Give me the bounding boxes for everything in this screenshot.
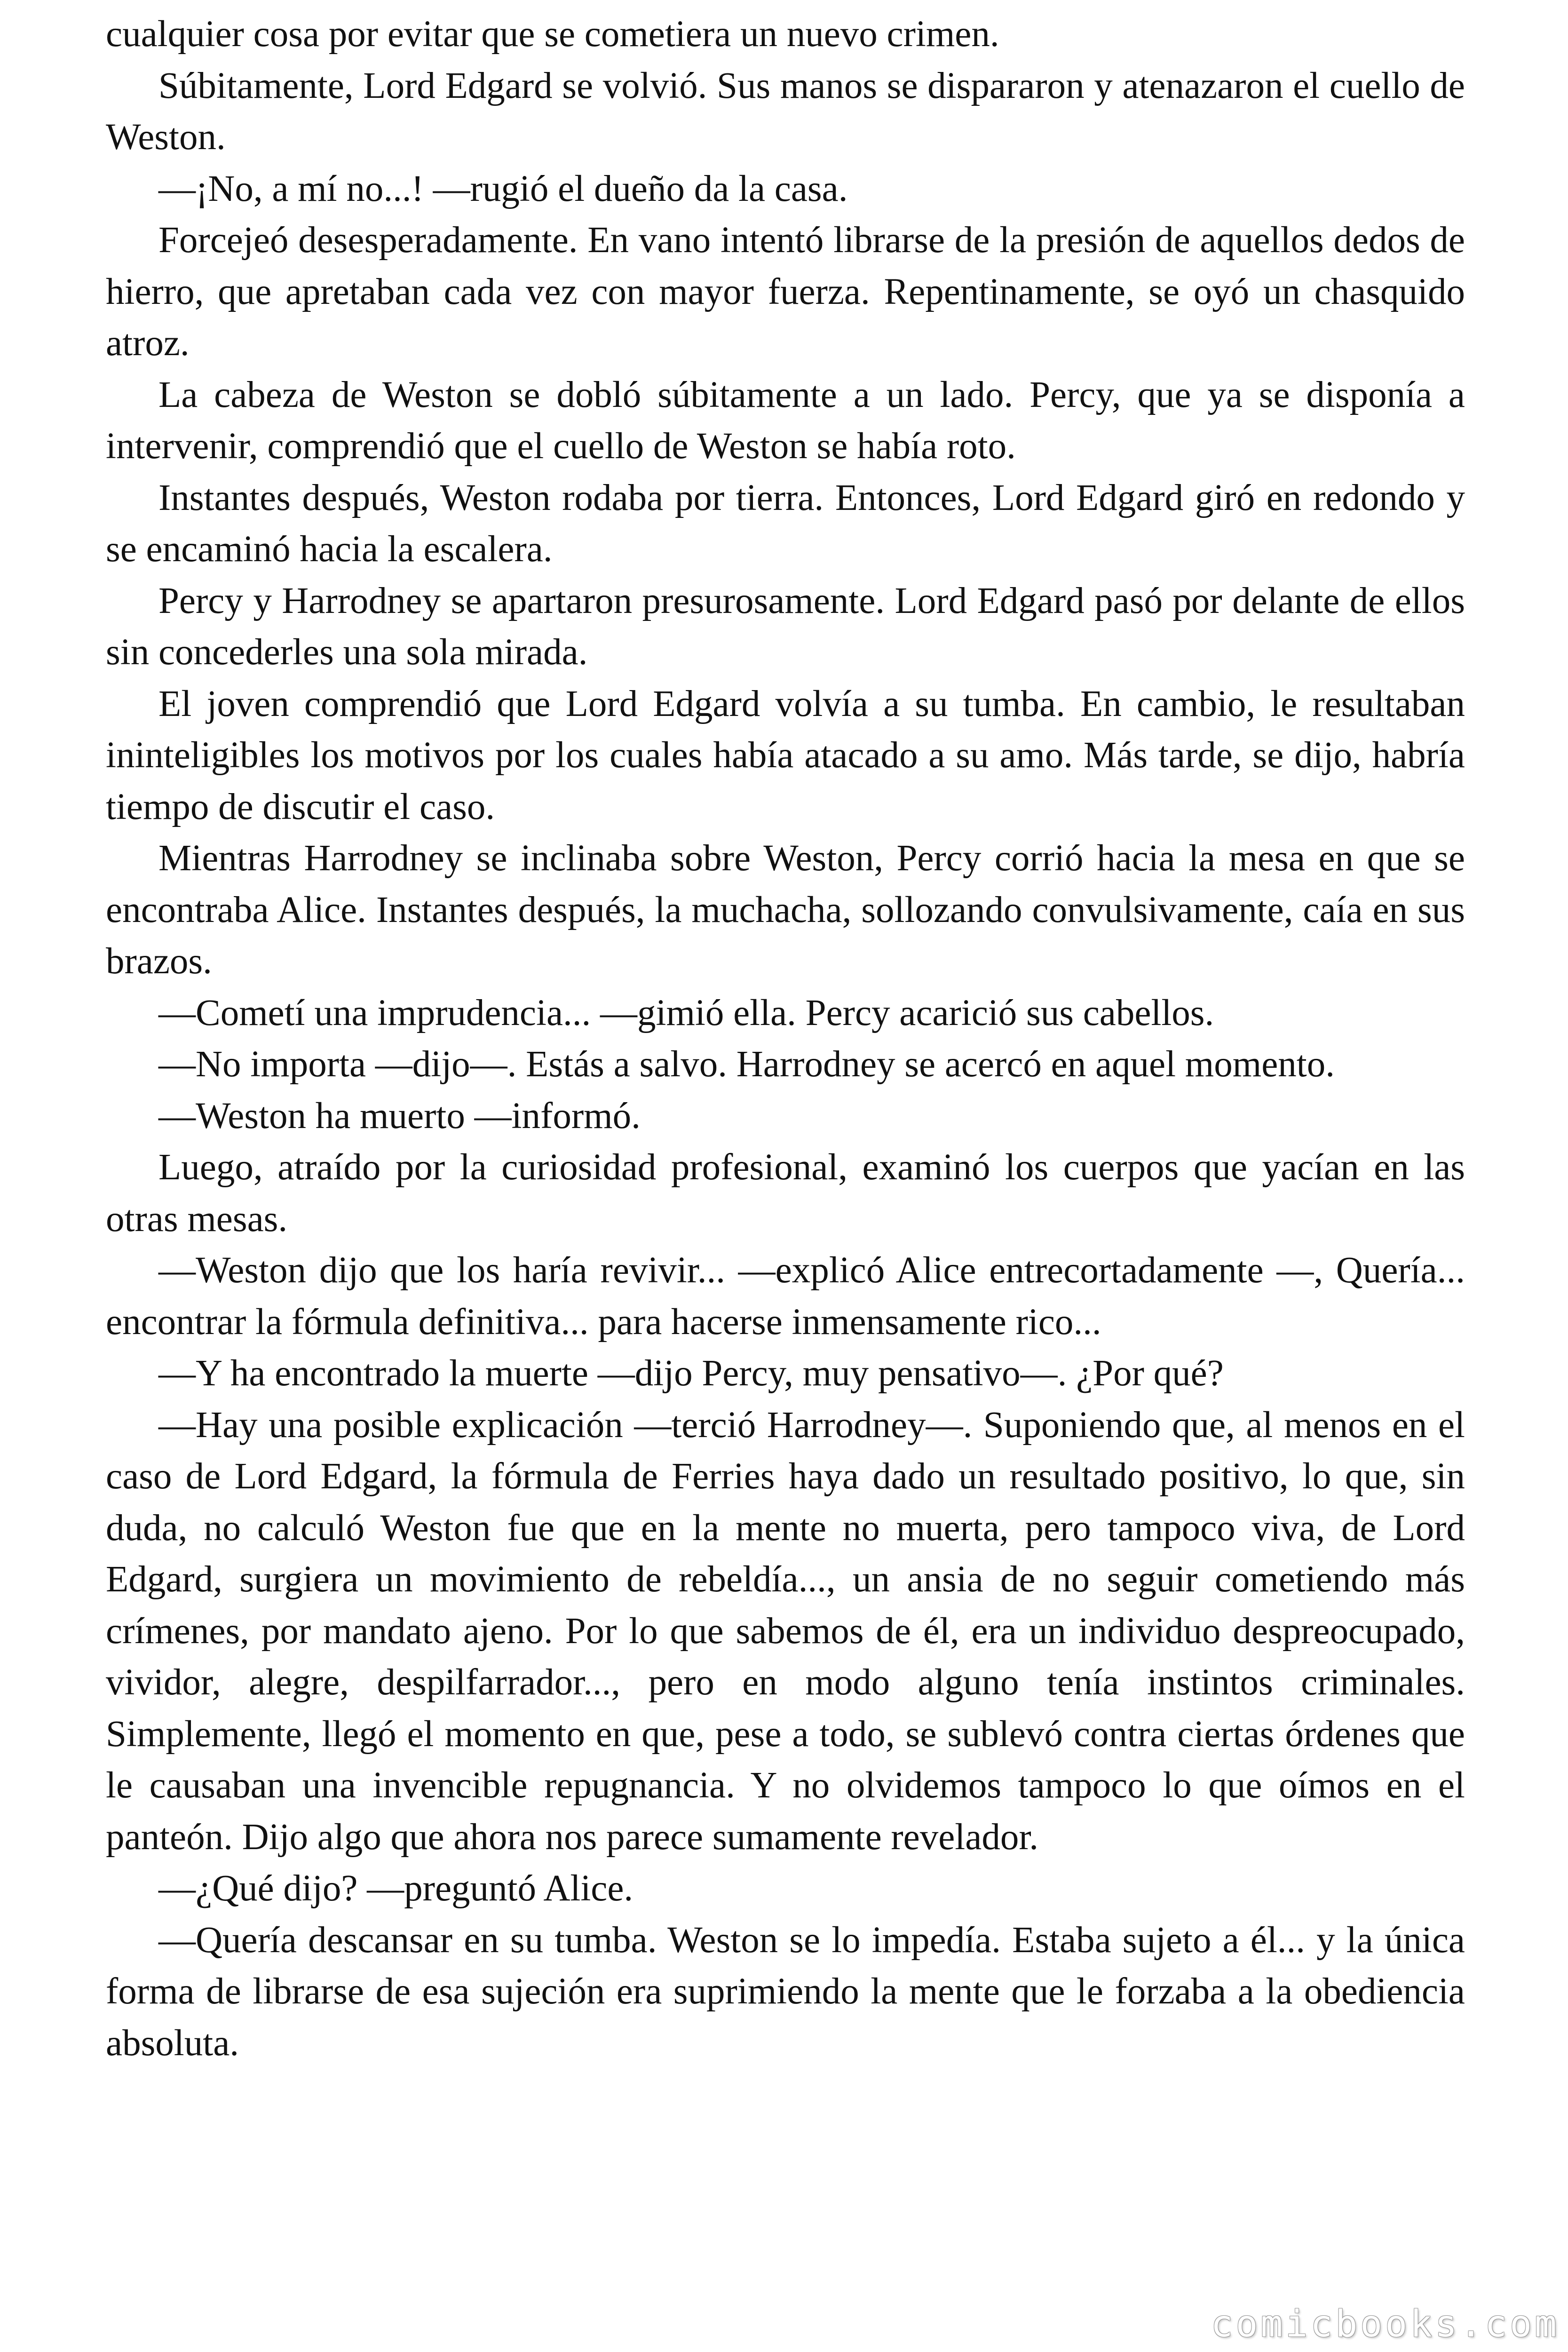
paragraph: —Y ha encontrado la muerte —dijo Percy, muy pensativo—. ¿Por qué?	[158, 1353, 1224, 1394]
paragraph: cualquier cosa por evitar que se cometiera un nuevo crimen.	[106, 14, 999, 55]
page-text	[106, 8, 1465, 2069]
paragraph: El joven comprendió que Lord Edgard volvía a su tumba. En cambio, le resultaban ininteligibles los motivos por los cuales había atacado a su amo. Más tarde, se dijo, habría tiempo de discutir el caso.	[106, 683, 1465, 827]
paragraph: Mientras Harrodney se inclinaba sobre Weston, Percy corrió hacia la mesa en que se encontraba Alice. Instantes después, la muchacha, sollozando convulsivamente, caía en sus brazos.	[106, 838, 1465, 982]
paragraph: La cabeza de Weston se dobló súbitamente a un lado. Percy, que ya se disponía a intervenir, comprendió que el cuello de Weston se había roto.	[106, 374, 1465, 467]
paragraph: Luego, atraído por la curiosidad profesional, examinó los cuerpos que yacían en las otras mesas.	[106, 1147, 1465, 1240]
paragraph: Súbitamente, Lord Edgard se volvió. Sus manos se dispararon y atenazaron el cuello de Weston.	[106, 65, 1465, 158]
paragraph: Percy y Harrodney se apartaron presurosamente. Lord Edgard pasó por delante de ellos sin concederles una sola mirada.	[106, 580, 1465, 673]
paragraph: —Cometí una imprudencia... —gimió ella. Percy acarició sus cabellos.	[158, 992, 1214, 1033]
paragraph: —¡No, a mí no...! —rugió el dueño da la casa.	[158, 168, 848, 209]
paragraph: Forcejeó desesperadamente. En vano intentó librarse de la presión de aquellos dedos de hierro, que apretaban cada vez con mayor fuerza. Repentinamente, se oyó un chasquido atroz.	[106, 220, 1465, 364]
paragraph: —Quería descansar en su tumba. Weston se lo impedía. Estaba sujeto a él... y la única forma de librarse de esa sujeción era suprimiendo la mente que le forzaba a la obediencia absoluta.	[106, 1919, 1465, 2064]
watermark: comicbooks.com	[1211, 2303, 1560, 2345]
paragraph: Instantes después, Weston rodaba por tierra. Entonces, Lord Edgard giró en redondo y se encaminó hacia la escalera.	[106, 477, 1465, 570]
paragraph: —¿Qué dijo? —preguntó Alice.	[158, 1868, 634, 1909]
paragraph: —Weston dijo que los haría revivir... —explicó Alice entrecortadamente —, Quería... encontrar la fórmula definitiva... para hacerse inmensamente rico...	[106, 1250, 1465, 1343]
paragraph: —Weston ha muerto —informó.	[158, 1095, 641, 1136]
paragraph: —Hay una posible explicación —terció Harrodney—. Suponiendo que, al menos en el caso de Lord Edgard, la fórmula de Ferries haya dado un resultado positivo, lo que, sin duda, no calculó Weston fue que en la mente no muerta, pero tampoco viva, de Lord Edgard, surgiera un movimiento de rebeldía..., un ansia de no seguir cometiendo más crímenes, por mandato ajeno. Por lo que sabemos de él, era un individuo despreocupado, vividor, alegre, despilfarrador..., pero en modo alguno tenía instintos criminales. Simplemente, llegó el momento en que, pese a todo, se sublevó contra ciertas órdenes que le causaban una invencible repugnancia. Y no olvidemos tampoco lo que oímos en el panteón. Dijo algo que ahora nos parece sumamente revelador.	[106, 1404, 1465, 1858]
paragraph: —No importa —dijo—. Estás a salvo. Harrodney se acercó en aquel momento.	[158, 1044, 1335, 1085]
